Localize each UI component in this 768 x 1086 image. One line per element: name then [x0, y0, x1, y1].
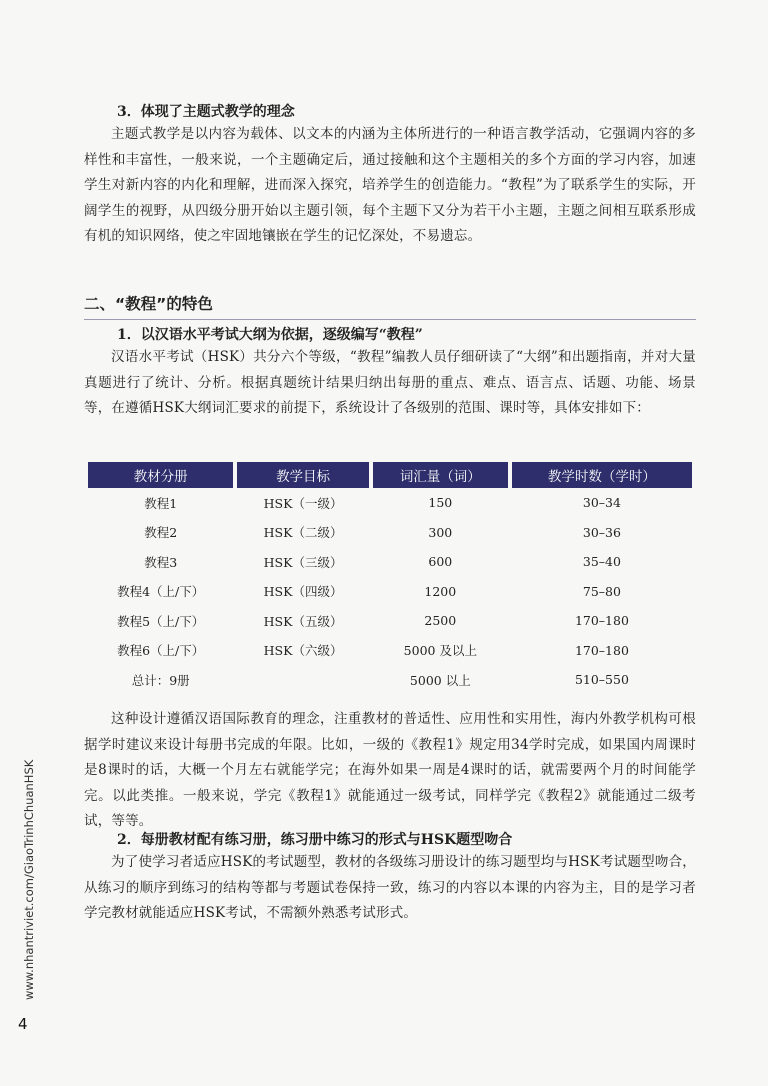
- cell-goal: HSK（三级）: [263, 554, 343, 570]
- cell-hours: 75–80: [582, 583, 621, 599]
- cell-hours: 30–34: [582, 495, 621, 511]
- sub2-heading: 2．每册教材配有练习册，练习册中练习的形式与HSK题型吻合: [117, 832, 513, 848]
- table-row: [88, 606, 692, 636]
- page-number: 4: [18, 1015, 28, 1033]
- after-table-paragraph: 这种设计遵循汉语国际教育的理念，注重教材的普适性、应用性和实用性，海内外教学机构可根据学时建议来设计每册书完成的年限。比如，一级的《教程1》规定用34学时完成，如果国内周课时是8课时的话，大概一个月左右就能学完；在海外如果一周是4课时的话，就需要两个月的时间能学完。以此类推。一般来说，学完《教程1》就能通过一级考试，同样学完《教程2》就能通过二级考试，等等。: [84, 711, 696, 829]
- cell-vocab: 5000 及以上: [403, 643, 477, 659]
- sub1-paragraph: 汉语水平考试（HSK）共分六个等级，“教程”编教人员仔细研读了“大纲”和出题指南，并对大量真题进行了统计、分析。根据真题统计结果归纳出每册的重点、难点、语言点、话题、功能、场景等，在遵循HSK大纲词汇要求的前提下，系统设计了各级别的范围、课时等，具体安排如下：: [84, 349, 696, 416]
- table-row: [88, 518, 692, 548]
- cell-volume: 教程4（上/下）: [117, 584, 205, 600]
- table-row: [88, 547, 692, 577]
- cell-goal: HSK（六级）: [263, 643, 343, 659]
- section3-heading: 3．体现了主题式教学的理念: [117, 104, 295, 120]
- cell-volume: 总计：9册: [131, 672, 190, 688]
- cell-vocab: 1200: [424, 583, 457, 599]
- cell-vocab: 2500: [424, 613, 457, 629]
- cell-volume: 教程5（上/下）: [117, 613, 205, 629]
- sub2-paragraph: 为了使学习者适应HSK的考试题型，教材的各级练习册设计的练习题型均与HSK考试题型吻合，从练习的顺序到练习的结构等都与考题试卷保持一致，练习的内容以本课的内容为主，目的是学习者学完教材就能适应HSK考试，不需额外熟悉考试形式。: [84, 854, 696, 921]
- table-header-row: [88, 462, 692, 488]
- table-row: [88, 577, 692, 607]
- cell-goal: HSK（二级）: [263, 525, 343, 541]
- cell-volume: 教程6（上/下）: [117, 643, 205, 659]
- section-divider: [84, 319, 696, 320]
- cell-goal: HSK（五级）: [263, 613, 343, 629]
- cell-volume: 教程1: [144, 495, 178, 511]
- header-vocab: 词汇量（词）: [373, 462, 508, 488]
- table-row: [88, 636, 692, 666]
- cell-goal: HSK（四级）: [263, 584, 343, 600]
- table-total-row: [88, 665, 692, 695]
- cell-hours: 35–40: [582, 554, 621, 570]
- cell-goal: HSK（一级）: [263, 495, 343, 511]
- publisher-url: www.nhantriviet.com/GiaoTrinhChuanHSK: [22, 759, 36, 1000]
- header-goal: 教学目标: [237, 462, 368, 488]
- cell-hours: 170–180: [574, 642, 629, 658]
- cell-vocab: 5000 以上: [409, 672, 471, 688]
- cell-hours: 170–180: [574, 613, 629, 629]
- section-two-title: 二、“教程”的特色: [84, 295, 213, 313]
- cell-volume: 教程2: [144, 525, 178, 541]
- sub1-heading: 1．以汉语水平考试大纲为依据，逐级编写“教程”: [117, 327, 423, 343]
- cell-vocab: 300: [428, 524, 453, 540]
- hsk-schedule-table: [84, 462, 696, 695]
- header-hours: 教学时数（学时）: [512, 462, 692, 488]
- table-row: [88, 488, 692, 518]
- cell-volume: 教程3: [144, 554, 178, 570]
- cell-goal: [237, 665, 368, 695]
- section3-paragraph: 主题式教学是以内容为载体、以文本的内涵为主体所进行的一种语言教学活动，它强调内容的多样性和丰富性，一般来说，一个主题确定后，通过接触和这个主题相关的多个方面的学习内容，加速学生对新内容的内化和理解，进而深入探究，培养学生的创造能力。“教程”为了联系学生的实际，开阔学生的视野，从四级分册开始以主题引领，每个主题下又分为若干小主题，主题之间相互联系形成有机的知识网络，使之牢固地镶嵌在学生的记忆深处，不易遗忘。: [84, 126, 696, 244]
- cell-vocab: 150: [428, 495, 453, 511]
- cell-vocab: 600: [428, 554, 453, 570]
- cell-hours: 30–36: [582, 524, 621, 540]
- cell-hours: 510–550: [574, 672, 629, 688]
- header-volume: 教材分册: [88, 462, 233, 488]
